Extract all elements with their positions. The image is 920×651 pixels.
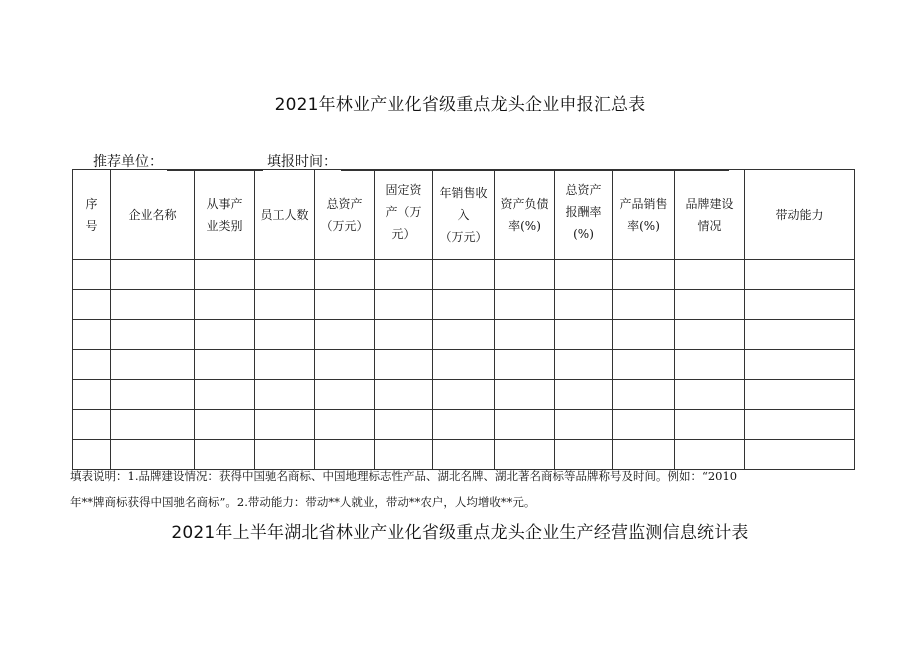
instructions-line-2: 年**牌商标获得中国驰名商标”。2.带动能力：带动**人就业，带动**农户，人均增收**元。 xyxy=(70,495,536,509)
column-header-label: 带动能力 xyxy=(775,207,824,222)
table-cell[interactable] xyxy=(745,260,855,290)
table-cell[interactable] xyxy=(675,410,745,440)
column-header-label: 资产负债 率(%) xyxy=(500,196,549,233)
table-cell[interactable] xyxy=(255,320,315,350)
column-header-label: 企业名称 xyxy=(128,207,177,222)
page-title: 2021年林业产业化省级重点龙头企业申报汇总表 xyxy=(274,95,646,115)
table-row xyxy=(73,320,855,350)
table-cell[interactable] xyxy=(315,350,375,380)
table-cell[interactable] xyxy=(375,260,433,290)
table-row xyxy=(73,410,855,440)
table-cell[interactable] xyxy=(111,350,195,380)
column-header xyxy=(555,170,613,260)
column-header xyxy=(613,170,675,260)
enterprise-summary-table xyxy=(72,169,855,470)
table-cell[interactable] xyxy=(195,410,255,440)
table-cell[interactable] xyxy=(433,350,495,380)
column-header xyxy=(255,170,315,260)
table-cell[interactable] xyxy=(315,380,375,410)
table-cell[interactable] xyxy=(375,350,433,380)
table-cell[interactable] xyxy=(255,410,315,440)
table-cell[interactable] xyxy=(555,350,613,380)
table-row xyxy=(73,350,855,380)
report-meta xyxy=(93,151,733,171)
table-cell[interactable] xyxy=(555,320,613,350)
recommend-unit-label: 推荐单位： xyxy=(93,154,163,170)
table-cell[interactable] xyxy=(745,380,855,410)
table-cell[interactable] xyxy=(675,260,745,290)
table-cell[interactable] xyxy=(195,350,255,380)
table-cell[interactable] xyxy=(675,320,745,350)
table-cell[interactable] xyxy=(315,290,375,320)
table-cell[interactable] xyxy=(495,380,555,410)
table-cell[interactable] xyxy=(73,410,111,440)
fill-instructions xyxy=(70,463,860,515)
table-cell[interactable] xyxy=(613,380,675,410)
table-row xyxy=(73,380,855,410)
column-header xyxy=(675,170,745,260)
table-cell[interactable] xyxy=(745,290,855,320)
table-cell[interactable] xyxy=(555,380,613,410)
table-cell[interactable] xyxy=(255,350,315,380)
table-cell[interactable] xyxy=(375,380,433,410)
table-cell[interactable] xyxy=(555,290,613,320)
table-cell[interactable] xyxy=(745,350,855,380)
column-header-label: 固定资 产（万 元） xyxy=(385,182,422,241)
table-cell[interactable] xyxy=(745,410,855,440)
column-header xyxy=(73,170,111,260)
table-cell[interactable] xyxy=(613,350,675,380)
column-header xyxy=(745,170,855,260)
column-header-label: 总资产 报酬率 (%) xyxy=(565,182,602,241)
table-cell[interactable] xyxy=(433,410,495,440)
table-cell[interactable] xyxy=(495,320,555,350)
column-header xyxy=(111,170,195,260)
column-header-label: 品牌建设 情况 xyxy=(685,196,734,233)
table-cell[interactable] xyxy=(111,290,195,320)
table-cell[interactable] xyxy=(315,410,375,440)
table-cell[interactable] xyxy=(495,290,555,320)
table-cell[interactable] xyxy=(375,320,433,350)
table-cell[interactable] xyxy=(315,320,375,350)
table-row xyxy=(73,260,855,290)
table-cell[interactable] xyxy=(433,260,495,290)
column-header-label: 年销售收 入 （万元） xyxy=(439,185,488,244)
table-cell[interactable] xyxy=(675,290,745,320)
table-cell[interactable] xyxy=(495,350,555,380)
table-cell[interactable] xyxy=(613,290,675,320)
table-row xyxy=(73,290,855,320)
column-header-label: 从事产 业类别 xyxy=(206,196,243,233)
table-cell[interactable] xyxy=(555,260,613,290)
table-cell[interactable] xyxy=(195,320,255,350)
table-cell[interactable] xyxy=(255,380,315,410)
fill-time-label: 填报时间： xyxy=(267,154,337,170)
table-header-row xyxy=(73,170,855,260)
table-cell[interactable] xyxy=(675,380,745,410)
table-cell[interactable] xyxy=(255,290,315,320)
table-cell[interactable] xyxy=(433,320,495,350)
column-header-label: 序 号 xyxy=(85,196,98,233)
table-cell[interactable] xyxy=(111,410,195,440)
column-header xyxy=(315,170,375,260)
table-cell[interactable] xyxy=(111,380,195,410)
table-cell[interactable] xyxy=(111,320,195,350)
table-cell[interactable] xyxy=(73,320,111,350)
table-cell[interactable] xyxy=(433,290,495,320)
table-cell[interactable] xyxy=(495,260,555,290)
table-cell[interactable] xyxy=(745,320,855,350)
table-cell[interactable] xyxy=(195,380,255,410)
table-cell[interactable] xyxy=(111,260,195,290)
table-cell[interactable] xyxy=(375,290,433,320)
table-cell[interactable] xyxy=(675,350,745,380)
table-cell[interactable] xyxy=(613,260,675,290)
table-cell[interactable] xyxy=(613,410,675,440)
instructions-line-1: 填表说明：1.品牌建设情况：获得中国驰名商标、中国地理标志性产品、湖北名牌、湖北著名商标等品牌称号及时间。例如：“2010 xyxy=(70,469,738,483)
second-table-title: 2021年上半年湖北省林业产业化省级重点龙头企业生产经营监测信息统计表 xyxy=(171,523,749,543)
table-cell[interactable] xyxy=(375,410,433,440)
table-cell[interactable] xyxy=(73,350,111,380)
table-cell[interactable] xyxy=(613,320,675,350)
column-header xyxy=(375,170,433,260)
table-cell[interactable] xyxy=(73,380,111,410)
table-cell[interactable] xyxy=(195,260,255,290)
table-cell[interactable] xyxy=(255,260,315,290)
table-cell[interactable] xyxy=(73,260,111,290)
column-header xyxy=(433,170,495,260)
table-cell[interactable] xyxy=(195,290,255,320)
column-header-label: 产品销售 率(%) xyxy=(619,196,668,233)
table-cell[interactable] xyxy=(555,410,613,440)
column-header-label: 总资产 （万元） xyxy=(320,196,369,233)
column-header-label: 员工人数 xyxy=(260,207,309,222)
table-cell[interactable] xyxy=(495,410,555,440)
table-cell[interactable] xyxy=(315,260,375,290)
column-header xyxy=(495,170,555,260)
table-cell[interactable] xyxy=(433,380,495,410)
column-header xyxy=(195,170,255,260)
table-cell[interactable] xyxy=(73,290,111,320)
